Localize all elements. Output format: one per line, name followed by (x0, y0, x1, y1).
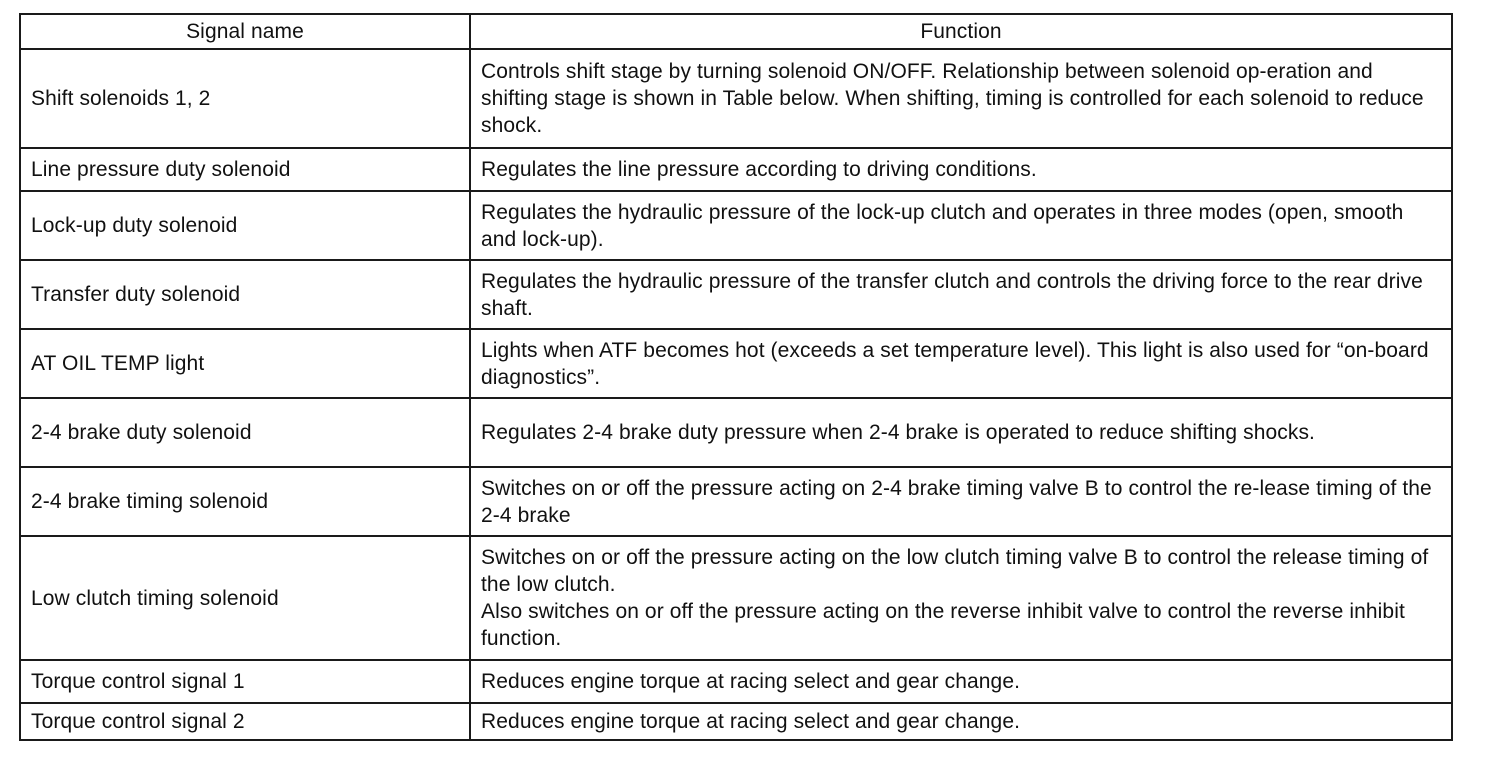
function-cell: Regulates the hydraulic pressure of the lock-up clutch and operates in three modes (open, smooth and lock-up). (470, 191, 1452, 260)
function-cell: Switches on or off the pressure acting on 2-4 brake timing valve B to control the re-lease timing of the 2-4 brake (470, 467, 1452, 536)
signal-name-cell: Torque control signal 1 (20, 660, 470, 703)
table-row (20, 49, 1452, 148)
table-row (20, 329, 1452, 398)
header-signal-name: Signal name (20, 14, 470, 49)
header-function: Function (470, 14, 1452, 49)
function-cell: Reduces engine torque at racing select and gear change. (470, 660, 1452, 703)
function-text: Switches on or off the pressure acting on the low clutch timing valve B to control the release timing of the low clutch. (481, 546, 1429, 596)
signal-name-cell: Shift solenoids 1, 2 (20, 49, 470, 148)
table-row (20, 467, 1452, 536)
table-row (20, 148, 1452, 191)
signal-name-cell: Transfer duty solenoid (20, 260, 470, 329)
function-text-extra: Also switches on or off the pressure acting on the reverse inhibit valve to control the reverse inhibit function. (481, 600, 1405, 650)
signal-name-cell: AT OIL TEMP light (20, 329, 470, 398)
signal-function-table (19, 13, 1453, 741)
function-cell: Regulates the line pressure according to driving conditions. (470, 148, 1452, 191)
function-cell: Lights when ATF becomes hot (exceeds a set temperature level). This light is also used for “on-board diagnostics”. (470, 329, 1452, 398)
function-cell: Reduces engine torque at racing select and gear change. (470, 703, 1452, 740)
function-cell (470, 536, 1452, 660)
function-cell: Regulates 2-4 brake duty pressure when 2-4 brake is operated to reduce shifting shocks. (470, 398, 1452, 467)
signal-name-cell: 2-4 brake duty solenoid (20, 398, 470, 467)
table-row (20, 703, 1452, 740)
table-row (20, 660, 1452, 703)
table-header-row (20, 14, 1452, 49)
signal-name-cell: Line pressure duty solenoid (20, 148, 470, 191)
signal-name-cell: Lock-up duty solenoid (20, 191, 470, 260)
signal-name-cell: Low clutch timing solenoid (20, 536, 470, 660)
table-row (20, 398, 1452, 467)
signal-name-cell: Torque control signal 2 (20, 703, 470, 740)
table-row (20, 191, 1452, 260)
signal-name-cell: 2-4 brake timing solenoid (20, 467, 470, 536)
function-cell: Regulates the hydraulic pressure of the transfer clutch and controls the driving force to the rear drive shaft. (470, 260, 1452, 329)
function-cell: Controls shift stage by turning solenoid ON/OFF. Relationship between solenoid op-eration and shifting stage is shown in Table below. When shifting, timing is controlled for each solenoid to reduce shock. (470, 49, 1452, 148)
table-row (20, 536, 1452, 660)
table-row (20, 260, 1452, 329)
